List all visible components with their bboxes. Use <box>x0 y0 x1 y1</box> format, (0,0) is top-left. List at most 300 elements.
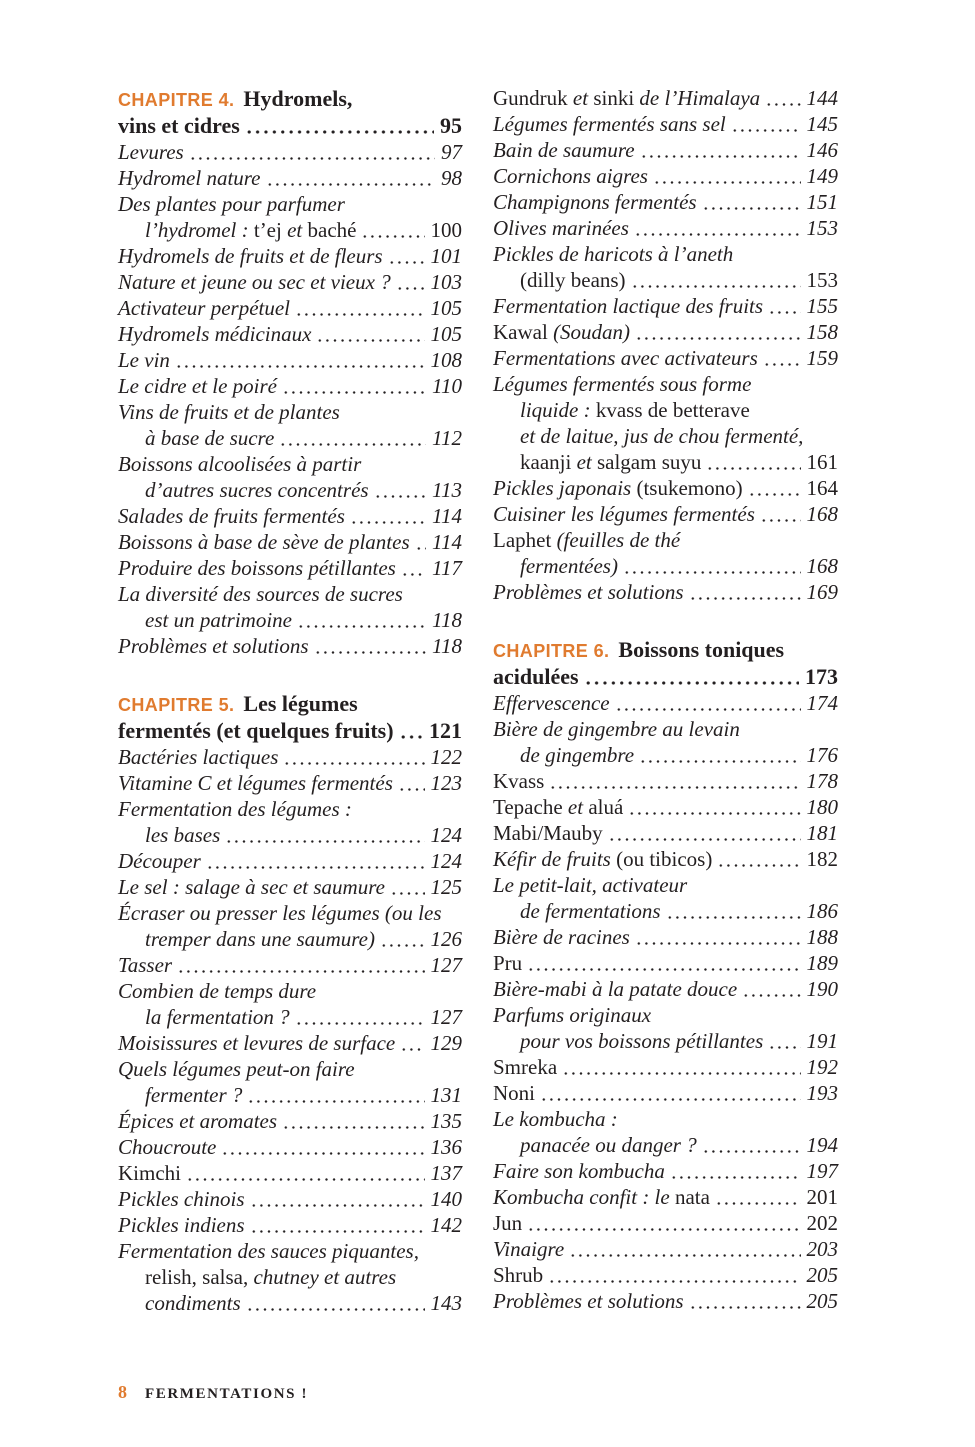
toc-entry-line <box>118 952 462 978</box>
chapter-heading-line <box>118 717 462 744</box>
toc-entry-title <box>118 874 385 900</box>
page-number: 180 <box>806 795 838 819</box>
toc-entry <box>118 1212 462 1238</box>
dot-leader <box>175 347 425 373</box>
page-number: 151 <box>806 190 838 214</box>
title-segment: Produire des boissons pétillantes <box>118 556 396 580</box>
dot-leader <box>399 717 423 744</box>
toc-entry-title <box>493 189 697 215</box>
toc-entry <box>493 579 838 605</box>
chapter-heading-line <box>118 690 462 717</box>
toc-entry <box>493 820 838 846</box>
chapter-title: Hydromels, <box>243 86 353 111</box>
toc-entry-title <box>118 503 345 529</box>
title-segment: panacée ou danger ? <box>520 1133 697 1157</box>
title-segment: Pickles de haricots à l’aneth <box>493 242 734 266</box>
title-segment: Kombucha confit : le <box>493 1185 675 1209</box>
toc-entry-line <box>118 191 462 217</box>
dot-leader <box>225 822 424 848</box>
title-segment: à base de sucre <box>145 426 275 450</box>
title-segment: Le kombucha : <box>493 1107 618 1131</box>
title-segment: Le sel : salage à sec et saumure <box>118 875 385 899</box>
page-number: 105 <box>430 322 462 346</box>
toc-entry <box>118 555 462 581</box>
toc-entry-line <box>493 527 838 553</box>
title-segment: Vitamine C et légumes fermentés <box>118 771 393 795</box>
title-segment: Salades de fruits fermentés <box>118 504 345 528</box>
toc-entry <box>118 451 462 503</box>
dot-leader <box>584 663 799 690</box>
dot-leader <box>540 1080 801 1106</box>
toc-entry <box>118 770 462 796</box>
toc-entry <box>118 1238 462 1316</box>
title-segment: Problèmes et solutions <box>118 634 309 658</box>
page-number: 182 <box>806 847 838 871</box>
toc-entry-line <box>118 139 462 165</box>
page-number: 186 <box>806 899 838 923</box>
title-segment: Des plantes pour parfumer <box>118 192 345 216</box>
toc-entry <box>118 399 462 451</box>
toc-entry-title <box>520 397 750 423</box>
toc-entry-line <box>493 241 838 267</box>
toc-entry <box>493 846 838 872</box>
title-segment: Boissons à base de sève de plantes <box>118 530 410 554</box>
title-segment: est un patrimoine <box>145 608 292 632</box>
title-segment: Écraser ou presser les légumes (ou les <box>118 901 442 925</box>
toc-entry-title <box>493 924 630 950</box>
dot-leader <box>350 503 426 529</box>
title-segment: de fermentations <box>520 899 661 923</box>
toc-entry <box>493 241 838 293</box>
page-number: 140 <box>430 1187 462 1211</box>
toc-entry-line <box>493 1262 838 1288</box>
toc-entry-title <box>145 425 274 451</box>
toc-entry-title <box>118 451 361 477</box>
toc-entry-title <box>118 529 410 555</box>
title-segment: Pickles chinois <box>118 1187 245 1211</box>
dot-leader <box>548 1262 800 1288</box>
toc-entry <box>118 1056 462 1108</box>
toc-entry-title <box>493 1262 543 1288</box>
toc-entry <box>118 191 462 243</box>
chapter-label: CHAPITRE 4. <box>118 90 235 110</box>
dot-leader <box>295 1004 425 1030</box>
toc-entry-line <box>493 1210 838 1236</box>
page-number: 135 <box>430 1109 462 1133</box>
dot-leader <box>283 744 424 770</box>
toc-entry-title <box>493 371 751 397</box>
toc-entry <box>118 347 462 373</box>
toc-entry-title <box>493 241 733 267</box>
chapter-title: fermentés (et quelques fruits) <box>118 718 394 743</box>
dot-leader <box>316 321 424 347</box>
dot-leader <box>245 112 434 139</box>
toc-entry <box>118 796 462 848</box>
toc-entry <box>118 139 462 165</box>
page-number: 110 <box>432 374 462 398</box>
title-segment: et <box>571 450 597 474</box>
page-number: 169 <box>806 580 838 604</box>
toc-entry-title <box>118 796 352 822</box>
toc-entry-line <box>493 189 838 215</box>
toc-entry-line <box>118 796 462 822</box>
dot-leader <box>246 1290 425 1316</box>
toc-entry-title <box>493 950 522 976</box>
folio-page-number: 8 <box>118 1382 127 1402</box>
dot-leader <box>250 1212 425 1238</box>
chapter-title: Boissons toniques <box>618 637 785 662</box>
toc-entry-title <box>493 1054 557 1080</box>
title-segment: kvass de betterave <box>595 398 750 422</box>
title-segment: et <box>562 795 589 819</box>
dot-leader <box>765 85 800 111</box>
toc-entry <box>118 529 462 555</box>
toc-entry <box>118 503 462 529</box>
page-number: 205 <box>806 1263 838 1287</box>
dot-leader <box>717 846 800 872</box>
toc-entry <box>493 1288 838 1314</box>
page-number: 192 <box>806 1055 838 1079</box>
title-segment: Cuisiner les légumes fermentés <box>493 502 755 526</box>
toc-entry <box>493 163 838 189</box>
toc-entry-title <box>118 770 393 796</box>
title-segment: Noni <box>493 1081 535 1105</box>
toc-entry-title <box>145 926 375 952</box>
toc-entry-line <box>118 425 462 451</box>
toc-entry-line <box>493 820 838 846</box>
chapter-heading <box>118 690 462 744</box>
toc-entry-title <box>118 373 277 399</box>
toc-entry-line <box>118 1056 462 1082</box>
page-number: 127 <box>430 953 462 977</box>
toc-entry-line <box>118 822 462 848</box>
title-segment: Gundruk <box>493 86 568 110</box>
toc-entry-line <box>118 321 462 347</box>
title-segment: Légumes fermentés sans sel <box>493 112 726 136</box>
toc-entry-line <box>493 137 838 163</box>
toc-entry-title <box>520 742 634 768</box>
toc-entry-line <box>118 633 462 659</box>
dot-leader <box>549 768 800 794</box>
chapter-title: Les légumes <box>243 691 358 716</box>
title-segment: Hydromels médicinaux <box>118 322 312 346</box>
dot-leader <box>527 1210 800 1236</box>
toc-entry-line <box>118 770 462 796</box>
toc-entry-title <box>520 449 701 475</box>
toc-entry <box>493 1184 838 1210</box>
toc-entry-title <box>118 581 403 607</box>
toc-entry-line <box>493 267 838 293</box>
toc-entry-title <box>118 555 396 581</box>
toc-entry-title <box>145 607 292 633</box>
toc-entry-line <box>493 1158 838 1184</box>
toc-entry <box>118 633 462 659</box>
dot-leader <box>282 1108 424 1134</box>
toc-entry-line <box>493 319 838 345</box>
dot-leader <box>388 243 425 269</box>
title-segment: Shrub <box>493 1263 544 1287</box>
title-segment: et <box>567 86 594 110</box>
dot-leader <box>689 579 801 605</box>
toc-entry-line <box>493 1132 838 1158</box>
toc-entry-title <box>493 1236 564 1262</box>
toc-entry-line <box>118 744 462 770</box>
title-segment: pour vos boissons pétillantes <box>520 1029 764 1053</box>
page-number: 173 <box>805 664 838 689</box>
toc-entry-title <box>493 846 712 872</box>
chapter-heading-line <box>493 663 838 690</box>
title-segment: Kawal <box>493 320 548 344</box>
toc-entry <box>118 1186 462 1212</box>
dot-leader <box>640 137 801 163</box>
title-segment: Smreka <box>493 1055 558 1079</box>
dot-leader <box>374 477 426 503</box>
toc-entry-line <box>493 1054 838 1080</box>
toc-entry-title <box>493 1184 710 1210</box>
toc-entry <box>493 1080 838 1106</box>
toc-entry-line <box>493 163 838 189</box>
title-segment: (ou tibicos) <box>616 847 713 871</box>
title-segment: condiments <box>145 1291 241 1315</box>
toc-entry <box>118 165 462 191</box>
page-number: 143 <box>430 1291 462 1315</box>
page-number: 114 <box>432 530 462 554</box>
dot-leader <box>608 820 801 846</box>
toc-entry-line <box>118 477 462 503</box>
title-segment: Boissons alcoolisées à partir <box>118 452 362 476</box>
page-number: 159 <box>806 346 838 370</box>
title-segment: Quels légumes peut-on faire <box>118 1057 355 1081</box>
title-segment: fermenter ? <box>145 1083 243 1107</box>
toc-entry-title <box>493 85 760 111</box>
dot-leader <box>221 1134 424 1160</box>
toc-entry-title <box>118 848 201 874</box>
toc-entry-line <box>493 85 838 111</box>
dot-leader <box>297 607 426 633</box>
title-segment: Le cidre et le poiré <box>118 374 278 398</box>
title-segment: Kimchi <box>118 1161 181 1185</box>
title-segment: la fermentation ? <box>145 1005 290 1029</box>
title-segment: Effervescence <box>493 691 610 715</box>
toc-entry-title <box>145 217 356 243</box>
page-number: 108 <box>430 348 462 372</box>
toc-entry-title <box>118 191 345 217</box>
toc-entry-line <box>493 397 838 423</box>
toc-entry-line <box>493 924 838 950</box>
page-number: 188 <box>806 925 838 949</box>
page-number: 176 <box>806 743 838 767</box>
toc-entry <box>118 295 462 321</box>
toc-entry-title <box>493 872 687 898</box>
page-number: 164 <box>806 476 838 500</box>
title-segment: Épices et aromates <box>118 1109 278 1133</box>
dot-leader <box>731 111 801 137</box>
page-number: 137 <box>430 1161 462 1185</box>
toc-entry <box>493 950 838 976</box>
toc-entry-title <box>118 1212 245 1238</box>
toc-entry-line <box>493 501 838 527</box>
dot-leader <box>189 139 435 165</box>
toc-entry-line <box>493 345 838 371</box>
page-number: 153 <box>806 216 838 240</box>
page-number: 113 <box>432 478 462 502</box>
toc-entry-title <box>493 976 737 1002</box>
dot-leader <box>623 553 801 579</box>
toc-entry-title <box>145 1082 242 1108</box>
toc-entry-line <box>118 848 462 874</box>
toc-entry <box>493 189 838 215</box>
title-segment: Bactéries lactiques <box>118 745 279 769</box>
page-number: 181 <box>806 821 838 845</box>
toc-entry-line <box>493 475 838 501</box>
toc-entry-line <box>118 269 462 295</box>
toc-entry-title <box>493 579 684 605</box>
dot-leader <box>666 898 801 924</box>
toc-entry-title <box>118 321 311 347</box>
toc-entry-line <box>493 976 838 1002</box>
dot-leader <box>689 1288 801 1314</box>
dot-leader <box>569 1236 800 1262</box>
page-number: 178 <box>806 769 838 793</box>
toc-entry-line <box>493 898 838 924</box>
dot-leader <box>702 189 801 215</box>
toc-entry-line <box>118 217 462 243</box>
title-segment: Découper <box>118 849 201 873</box>
page-number: 95 <box>440 113 462 138</box>
toc-entry <box>493 527 838 579</box>
title-segment: les bases <box>145 823 221 847</box>
dot-leader <box>670 1158 801 1184</box>
page-number: 124 <box>430 849 462 873</box>
toc-entry-title <box>118 978 316 1004</box>
toc-entry <box>493 137 838 163</box>
toc-entry-title <box>493 794 623 820</box>
dot-leader <box>247 1082 424 1108</box>
page-number: 191 <box>806 1029 838 1053</box>
page-number: 149 <box>806 164 838 188</box>
title-segment: Vins de fruits et de plantes <box>118 400 340 424</box>
toc-entry <box>118 978 462 1030</box>
toc-entry-title <box>118 139 184 165</box>
chapter-label: CHAPITRE 5. <box>118 695 235 715</box>
title-segment: Nature et jeune ou sec et vieux ? <box>118 270 391 294</box>
toc-entry-title <box>493 475 743 501</box>
page-number: 117 <box>432 556 462 580</box>
toc-entry-line <box>118 373 462 399</box>
toc-entry-line <box>118 900 462 926</box>
toc-entry <box>118 744 462 770</box>
toc-entry-title <box>118 347 170 373</box>
toc-entry-title <box>118 744 278 770</box>
title-segment: Choucroute <box>118 1135 217 1159</box>
toc-entry-title <box>118 269 391 295</box>
toc-entry-title <box>520 1028 763 1054</box>
toc-entry-line <box>493 1002 838 1028</box>
dot-leader <box>628 794 800 820</box>
toc-entry-line <box>118 399 462 425</box>
title-segment: Pru <box>493 951 523 975</box>
toc-entry-title <box>118 399 340 425</box>
toc-entry <box>493 371 838 475</box>
dot-leader <box>398 770 425 796</box>
toc-entry-line <box>118 1108 462 1134</box>
toc-entry-line <box>493 1184 838 1210</box>
dot-leader <box>768 1028 800 1054</box>
toc-entry-line <box>118 607 462 633</box>
toc-entry-line <box>118 1004 462 1030</box>
dot-leader <box>635 924 801 950</box>
page-number: 161 <box>806 450 838 474</box>
toc-entry <box>493 345 838 371</box>
title-segment: salgam suyu <box>596 450 702 474</box>
toc-entry <box>493 690 838 716</box>
page-number: 121 <box>429 718 462 743</box>
toc-entry <box>493 501 838 527</box>
page-number: 203 <box>806 1237 838 1261</box>
page-number: 168 <box>806 554 838 578</box>
toc-entry-title <box>118 1108 277 1134</box>
toc-entry-title <box>493 1002 651 1028</box>
toc-entry-line <box>118 1290 462 1316</box>
title-segment: Vinaigre <box>493 1237 565 1261</box>
toc-entry-line <box>118 1186 462 1212</box>
dot-leader <box>361 217 424 243</box>
page-number: 131 <box>430 1083 462 1107</box>
toc-entry-line <box>118 581 462 607</box>
title-segment: l’hydromel : <box>145 218 254 242</box>
title-segment: Activateur perpétuel <box>118 296 291 320</box>
dot-leader <box>742 976 800 1002</box>
toc-entry-title <box>520 423 803 449</box>
toc-entry-line <box>493 1288 838 1314</box>
page-number: 127 <box>430 1005 462 1029</box>
toc-entry-line <box>493 293 838 319</box>
toc-entry <box>493 293 838 319</box>
toc-entry-title <box>520 553 618 579</box>
title-segment: Problèmes et solutions <box>493 1289 684 1313</box>
page-number: 118 <box>432 634 462 658</box>
toc-entry-line <box>493 794 838 820</box>
toc-entry <box>493 1106 838 1158</box>
page-number: 100 <box>430 218 462 242</box>
page-number: 105 <box>430 296 462 320</box>
toc-entry <box>118 321 462 347</box>
page-number: 103 <box>430 270 462 294</box>
dot-leader <box>314 633 427 659</box>
page-number: 125 <box>430 875 462 899</box>
title-segment: t’ej <box>253 218 282 242</box>
title-segment: de l’Himalaya <box>634 86 761 110</box>
toc-entry-title <box>145 1004 290 1030</box>
title-segment: Pickles japonais <box>493 476 637 500</box>
toc-entry <box>493 319 838 345</box>
page-number: 153 <box>806 268 838 292</box>
title-segment: Bière de gingembre au levain <box>493 717 740 741</box>
page-number: 194 <box>806 1133 838 1157</box>
dot-leader <box>715 1184 801 1210</box>
page-number: 112 <box>432 426 462 450</box>
toc-entry-title <box>118 952 172 978</box>
page-number: 158 <box>806 320 838 344</box>
toc-entry <box>118 874 462 900</box>
title-segment: sinki <box>593 86 635 110</box>
chapter-heading <box>118 85 462 139</box>
toc-entry <box>118 1134 462 1160</box>
title-segment: Le vin <box>118 348 170 372</box>
title-segment: Bain de saumure <box>493 138 635 162</box>
toc-entry-line <box>493 1106 838 1132</box>
toc-entry-title <box>493 319 630 345</box>
